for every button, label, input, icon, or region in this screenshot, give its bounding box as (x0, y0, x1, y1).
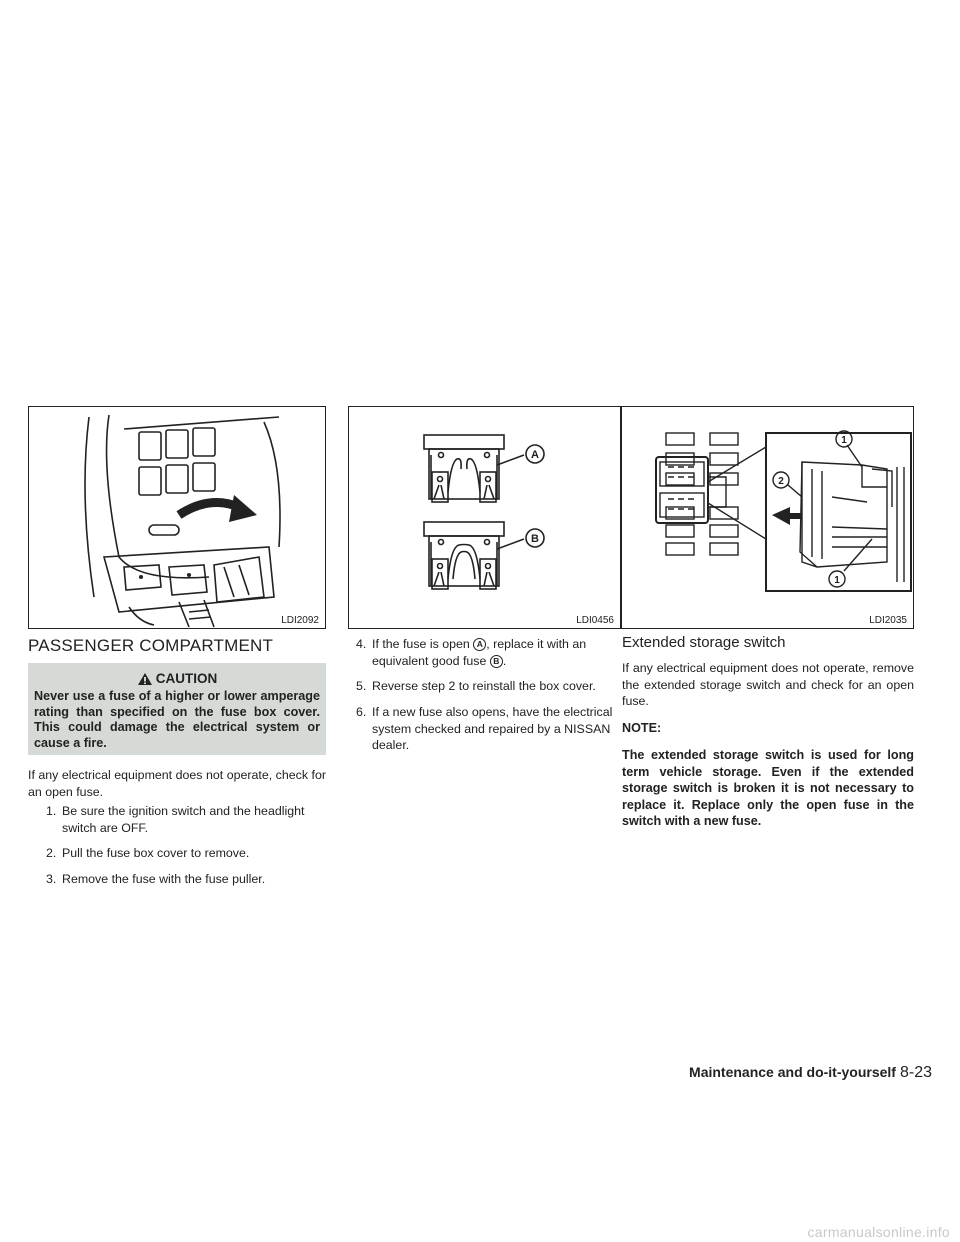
step-number: 6. (356, 705, 367, 719)
callout-1-bottom: 1 (834, 575, 840, 586)
step-6 (356, 704, 618, 754)
note-heading: NOTE: (622, 721, 662, 735)
section-heading: PASSENGER COMPARTMENT (28, 636, 274, 655)
step-text: Pull the fuse box cover to remove. (62, 846, 250, 860)
step-number: 3. (46, 872, 57, 886)
fuse-box-illustration (29, 407, 326, 629)
step-3 (46, 871, 326, 888)
step-5 (356, 678, 618, 695)
subsection-heading: Extended storage switch (622, 634, 786, 651)
step4-part-a: If the fuse is open (372, 637, 470, 651)
caution-body: Never use a fuse of a higher or lower amperage rating than specified on the fuse box cover. This could damage the electrical system or cause a fire. (34, 689, 320, 750)
figure-fuse-open-good (348, 406, 621, 629)
footer-section: Maintenance and do-it-yourself (689, 1064, 896, 1080)
step-text: Reverse step 2 to reinstall the box cover. (372, 679, 596, 693)
step-text: Be sure the ignition switch and the headlight switch are OFF. (62, 804, 305, 835)
right-intro: If any electrical equipment does not operate, remove the extended storage switch and check for an open fuse. (622, 661, 914, 708)
figure-code: LDI2092 (281, 615, 319, 626)
figure-extended-storage-switch (621, 406, 914, 629)
callout-2: 2 (778, 476, 784, 487)
figure-code: LDI0456 (576, 615, 614, 626)
label-b-circle: B (490, 655, 503, 668)
step-text (356, 636, 618, 669)
callout-1-top: 1 (841, 435, 847, 446)
warning-icon (137, 672, 153, 686)
storage-switch-illustration (622, 407, 914, 629)
caution-title (34, 669, 320, 689)
step-2 (46, 845, 326, 862)
step4-part-b: , replace it with an equivalent good fuse (372, 637, 587, 668)
step-text: If a new fuse also opens, have the electrical system checked and repaired by a NISSAN dealer. (372, 705, 613, 752)
step-number: 5. (356, 679, 367, 693)
page-number: 8-23 (899, 1064, 932, 1081)
caution-title-text: CAUTION (155, 671, 218, 686)
step-number: 2. (46, 846, 57, 860)
figure-code: LDI2035 (869, 615, 907, 626)
step-text: Remove the fuse with the fuse puller. (62, 872, 266, 886)
step-number: 4. (356, 637, 367, 651)
watermark-text: carmanualsonline.info (807, 1224, 950, 1240)
note-body: The extended storage switch is used for long term vehicle storage. Even if the extended storage switch is broken it is not necessary to replace it. Replace only the open fuse in the switch with a new fuse. (622, 748, 914, 828)
step-number: 1. (46, 804, 57, 818)
figure-fuse-box-cover (28, 406, 326, 629)
watermark (0, 1224, 960, 1240)
label-a-circle: A (473, 638, 486, 651)
step-4 (356, 636, 618, 669)
label-b: B (531, 533, 539, 545)
step4-end: . (502, 653, 507, 668)
left-intro: If any electrical equipment does not operate, check for an open fuse. (28, 768, 326, 799)
label-a: A (531, 449, 539, 461)
fuse-comparison-illustration (349, 407, 621, 629)
caution-box (28, 663, 326, 755)
step-1 (46, 803, 326, 836)
page-footer (662, 1064, 932, 1082)
